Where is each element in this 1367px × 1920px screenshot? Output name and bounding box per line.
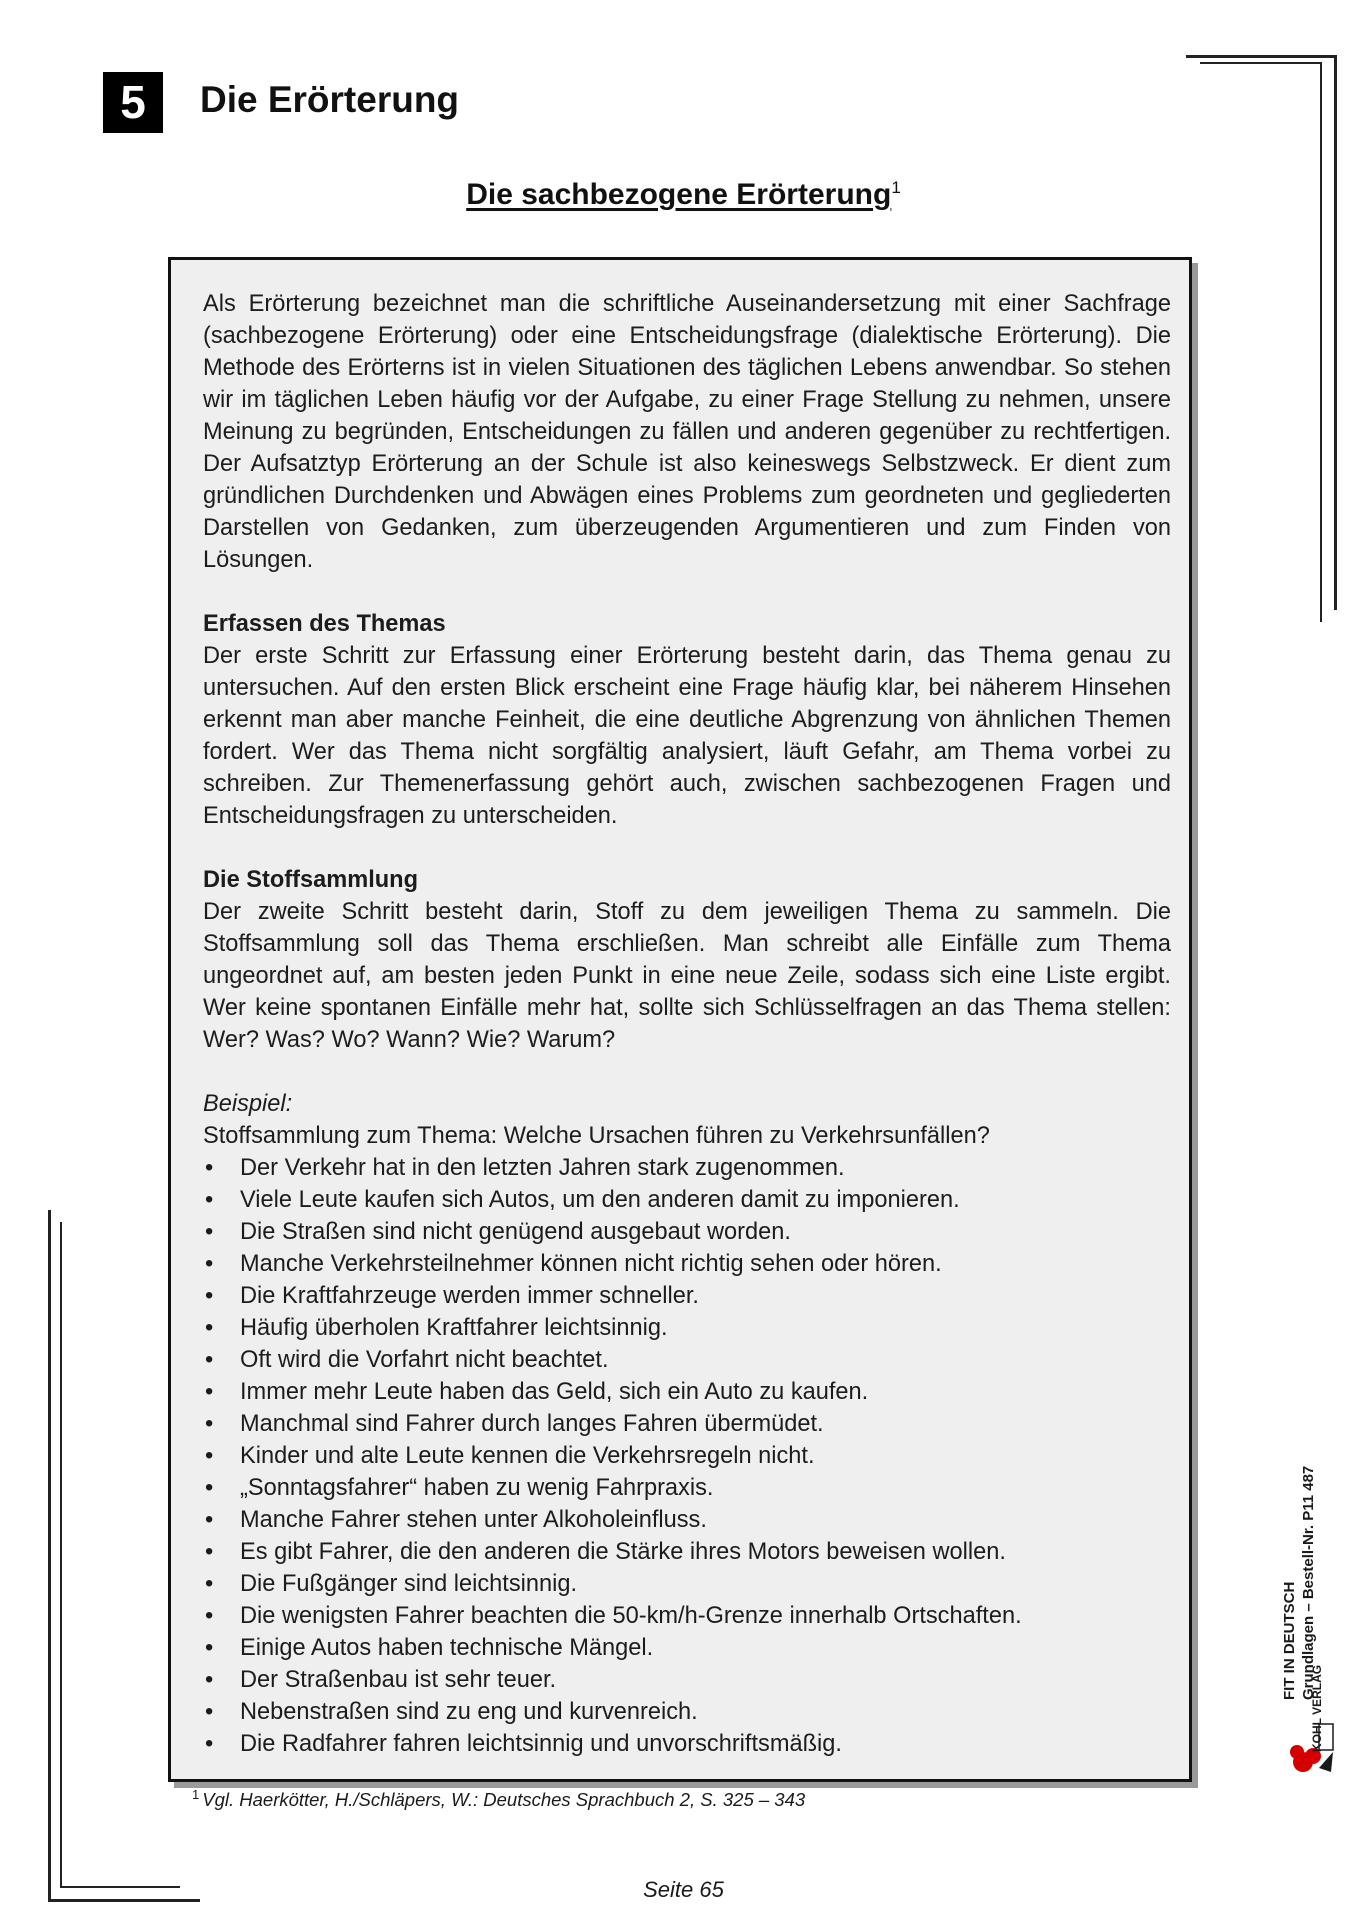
series-title: FIT IN DEUTSCH xyxy=(1281,1581,1298,1700)
content-text xyxy=(203,288,1171,1760)
page-number: Seite 65 xyxy=(643,1877,724,1902)
bullet-icon: • xyxy=(205,1219,214,1245)
footnote-reference: 1 xyxy=(891,178,901,197)
bullet-icon: • xyxy=(205,1155,214,1181)
example-bullet-list xyxy=(203,1152,1171,1760)
list-item xyxy=(203,1728,1171,1760)
bullet-icon: • xyxy=(205,1283,214,1309)
list-item-text: Viele Leute kaufen sich Autos, um den anderen damit zu imponieren. xyxy=(240,1187,960,1213)
paragraph-spacer xyxy=(203,576,1171,608)
list-item-text: Manchmal sind Fahrer durch langes Fahren übermüdet. xyxy=(240,1411,824,1437)
bullet-icon: • xyxy=(205,1347,214,1373)
bullet-icon: • xyxy=(205,1667,214,1693)
list-item xyxy=(203,1152,1171,1184)
list-item-text: Nebenstraßen sind zu eng und kurvenreich. xyxy=(240,1699,698,1725)
list-item-text: Die Radfahrer fahren leichtsinnig und unvorschriftsmäßig. xyxy=(240,1731,842,1757)
footnote-mark: 1 xyxy=(192,1787,200,1802)
section-heading-stoffsammlung: Die Stoffsammlung xyxy=(203,867,418,893)
list-item xyxy=(203,1184,1171,1216)
bullet-icon: • xyxy=(205,1603,214,1629)
list-item xyxy=(203,1472,1171,1504)
frame-line-left-1 xyxy=(48,1210,51,1902)
list-item-text: „Sonntagsfahrer“ haben zu wenig Fahrpraxis. xyxy=(240,1475,714,1501)
list-item-text: Die wenigsten Fahrer beachten die 50-km/h-Grenze innerhalb Ortschaften. xyxy=(240,1603,1022,1629)
paragraph-spacer xyxy=(203,1056,1171,1088)
list-item-text: Der Straßenbau ist sehr teuer. xyxy=(240,1667,557,1693)
list-item-text: Die Fußgänger sind leichtsinnig. xyxy=(240,1571,578,1597)
section-heading-erfassen: Erfassen des Themas xyxy=(203,611,446,637)
list-item-text: Manche Fahrer stehen unter Alkoholeinfluss. xyxy=(240,1507,707,1533)
list-item xyxy=(203,1632,1171,1664)
footnote-text: Vgl. Haerkötter, H./Schläpers, W.: Deutsches Sprachbuch 2, S. 325 – 343 xyxy=(202,1789,806,1811)
list-item-text: Die Kraftfahrzeuge werden immer schneller. xyxy=(240,1283,699,1309)
list-item-text: Es gibt Fahrer, die den anderen die Stärke ihres Motors beweisen wollen. xyxy=(240,1539,1006,1565)
frame-line-top-2 xyxy=(1200,62,1320,64)
side-label xyxy=(1280,1400,1320,1700)
frame-line-left-2 xyxy=(60,1222,62,1887)
list-item xyxy=(203,1216,1171,1248)
paragraph-spacer xyxy=(203,832,1171,864)
example-label: Beispiel: xyxy=(203,1091,293,1117)
list-item xyxy=(203,1568,1171,1600)
list-item-text: Immer mehr Leute haben das Geld, sich ein Auto zu kaufen. xyxy=(240,1379,869,1405)
list-item-text: Die Straßen sind nicht genügend ausgebaut worden. xyxy=(240,1219,791,1245)
bullet-icon: • xyxy=(205,1315,214,1341)
bullet-icon: • xyxy=(205,1411,214,1437)
footnote xyxy=(192,1787,805,1811)
list-item-text: Oft wird die Vorfahrt nicht beachtet. xyxy=(240,1347,609,1373)
chapter-number-badge: 5 xyxy=(103,72,163,133)
publisher-logo-text: KOHL VERLAG xyxy=(1310,1664,1324,1752)
intro-paragraph: Als Erörterung bezeichnet man die schriftliche Auseinandersetzung mit einer Sachfrage (sachbezogene Erörterung) oder eine Entscheidungsfrage (dialektische Erörterung). Die Methode des Erörterns ist in vielen Situationen des täglichen Lebens anwendbar. So stehen wir im täglichen Leben häufig vor der Aufgabe, zu einer Frage Stellung zu nehmen, unsere Meinung zu begründen, Entscheidungen zu fällen und anderen gegenüber zu rechtfertigen. Der Aufsatztyp Erörterung an der Schule ist also keineswegs Selbstzweck. Er dient zum gründlichen Durchdenken und Abwägen eines Problems zum geordneten und gegliederten Darstellen von Gedanken, zum überzeugenden Argumentieren und zum Finden von Lösungen. xyxy=(203,291,1171,573)
bullet-icon: • xyxy=(205,1443,214,1469)
content-box xyxy=(168,257,1192,1782)
bullet-icon: • xyxy=(205,1251,214,1277)
list-item xyxy=(203,1248,1171,1280)
bullet-icon: • xyxy=(205,1699,214,1725)
list-item-text: Kinder und alte Leute kennen die Verkehrsregeln nicht. xyxy=(240,1443,815,1469)
list-item-text: Einige Autos haben technische Mängel. xyxy=(240,1635,654,1661)
list-item xyxy=(203,1280,1171,1312)
list-item xyxy=(203,1504,1171,1536)
frame-line-right-1 xyxy=(1334,55,1337,610)
bullet-icon: • xyxy=(205,1507,214,1533)
frame-line-top-1 xyxy=(1186,55,1336,58)
bullet-icon: • xyxy=(205,1379,214,1405)
list-item xyxy=(203,1376,1171,1408)
series-subtitle: Grundlagen – Bestell-Nr. P11 487 xyxy=(1300,1465,1317,1700)
document-title xyxy=(0,178,1367,212)
list-item xyxy=(203,1344,1171,1376)
list-item xyxy=(203,1536,1171,1568)
list-item-text: Häufig überholen Kraftfahrer leichtsinnig. xyxy=(240,1315,668,1341)
list-item-text: Manche Verkehrsteilnehmer können nicht richtig sehen oder hören. xyxy=(240,1251,942,1277)
list-item xyxy=(203,1600,1171,1632)
document-title-text: Die sachbezogene Erörterung xyxy=(466,178,892,211)
list-item xyxy=(203,1312,1171,1344)
list-item xyxy=(203,1408,1171,1440)
bullet-icon: • xyxy=(205,1539,214,1565)
bullet-icon: • xyxy=(205,1475,214,1501)
example-intro: Stoffsammlung zum Thema: Welche Ursachen führen zu Verkehrsunfällen? xyxy=(203,1123,990,1149)
list-item-text: Der Verkehr hat in den letzten Jahren stark zugenommen. xyxy=(240,1155,845,1181)
section-paragraph-stoffsammlung: Der zweite Schritt besteht darin, Stoff zu dem jeweiligen Thema zu sammeln. Die Stoffsammlung soll das Thema erschließen. Man schreibt alle Einfälle zum Thema ungeordnet auf, am besten jeden Punkt in eine neue Zeile, sodass sich eine Liste ergibt. Wer keine spontanen Einfälle mehr hat, sollte sich Schlüsselfragen an das Thema stellen: Wer? Was? Wo? Wann? Wie? Warum? xyxy=(203,899,1171,1053)
list-item xyxy=(203,1664,1171,1696)
bullet-icon: • xyxy=(205,1571,214,1597)
bullet-icon: • xyxy=(205,1187,214,1213)
bullet-icon: • xyxy=(205,1731,214,1757)
bullet-icon: • xyxy=(205,1635,214,1661)
list-item xyxy=(203,1696,1171,1728)
section-paragraph-erfassen: Der erste Schritt zur Erfassung einer Erörterung besteht darin, das Thema genau zu untersuchen. Auf den ersten Blick erscheint eine Frage häufig klar, bei näherem Hinsehen erkennt man aber manche Feinheit, die eine deutliche Abgrenzung von ähnlichen Themen fordert. Wer das Thema nicht sorgfältig analysiert, läuft Gefahr, am Thema vorbei zu schreiben. Zur Themenerfassung gehört auch, zwischen sachbezogenen Fragen und Entscheidungsfragen zu unterscheiden. xyxy=(203,643,1171,829)
chapter-title: Die Erörterung xyxy=(200,79,460,120)
list-item xyxy=(203,1440,1171,1472)
frame-line-right-2 xyxy=(1320,62,1322,622)
